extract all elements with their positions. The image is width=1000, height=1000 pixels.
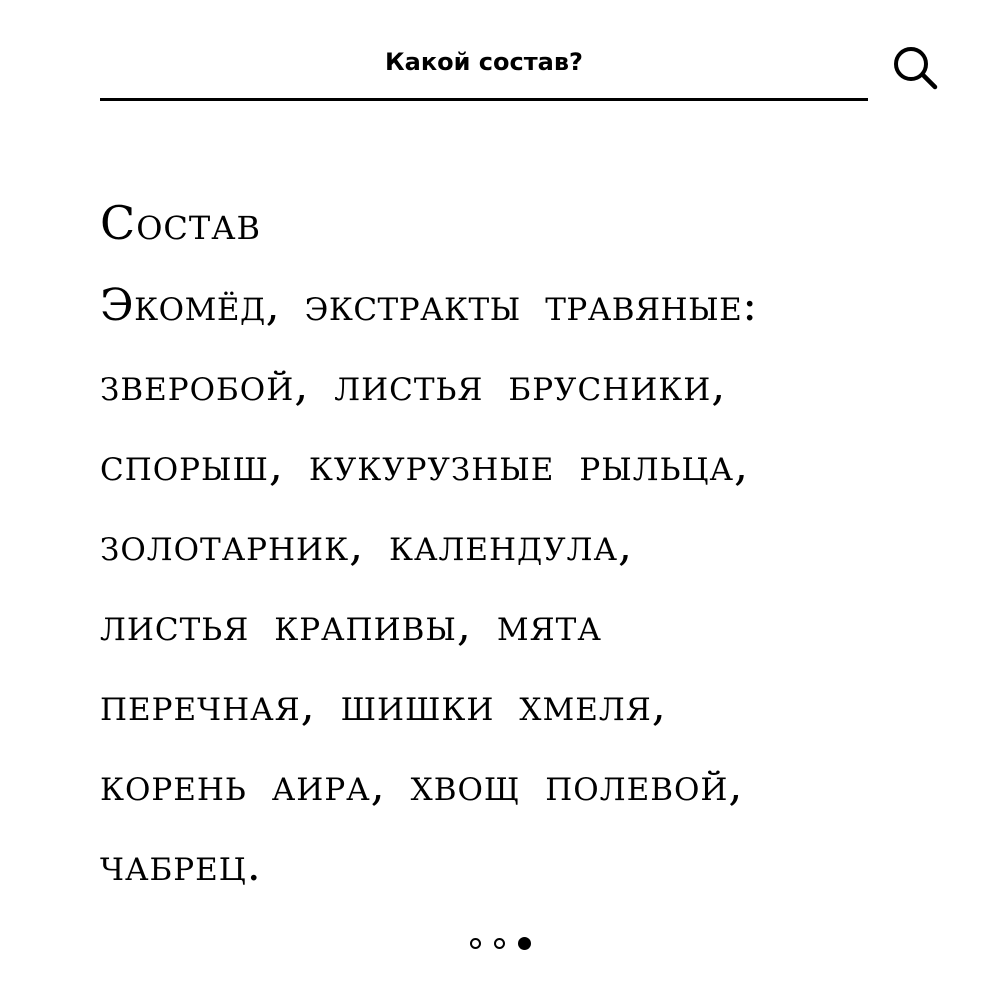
page-indicator <box>0 938 1000 950</box>
search-button[interactable] <box>888 40 944 96</box>
composition-line: листья крапивы, мята <box>100 600 602 651</box>
composition-line: корень аира, хвощ полевой, <box>100 760 744 811</box>
pager-dot-active[interactable] <box>518 937 531 950</box>
composition-line: Экомёд, экстракты травяные: <box>100 280 758 331</box>
pager-dot[interactable] <box>470 938 481 949</box>
composition-heading: Состав <box>100 196 262 250</box>
pager-dot[interactable] <box>494 938 505 949</box>
composition-line: чабрец. <box>100 840 262 891</box>
search-icon <box>888 40 944 96</box>
composition-line: золотарник, календула, <box>100 520 633 571</box>
composition-line: зверобой, листья брусники, <box>100 360 727 411</box>
composition-text <box>100 180 920 906</box>
header-divider <box>100 98 868 101</box>
composition-line: спорыш, кукурузные рыльца, <box>100 440 750 491</box>
composition-line: перечная, шишки хмеля, <box>100 680 667 731</box>
page-title: Какой состав? <box>385 48 583 76</box>
